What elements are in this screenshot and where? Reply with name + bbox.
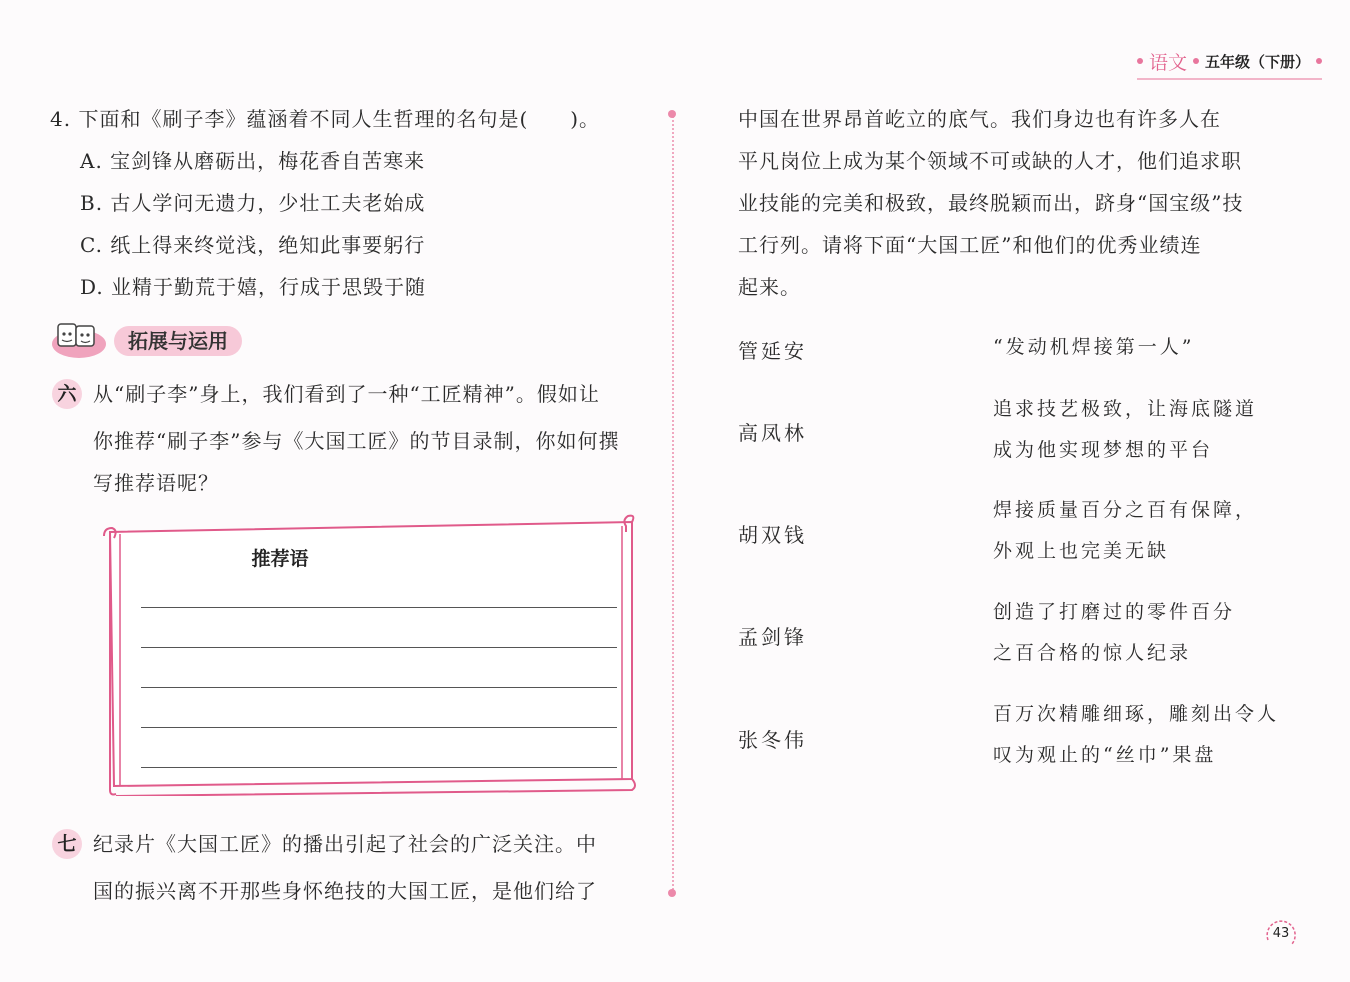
- option-b: B. 古人学问无遗力，少壮工夫老始成: [80, 191, 426, 215]
- achievement-item[interactable]: [993, 490, 1257, 572]
- achievement-line: 百万次精雕细琢，雕刻出令人: [993, 703, 1280, 725]
- achievement-line: 叹为观止的“丝巾”果盘: [993, 744, 1217, 766]
- achievement-item[interactable]: [993, 389, 1257, 471]
- achievement-line: “发动机焊接第一人”: [993, 336, 1195, 358]
- page-number: [1262, 914, 1300, 952]
- craftsman-name[interactable]: 高凤林: [738, 421, 807, 445]
- section-banner: [50, 320, 265, 360]
- writing-line[interactable]: [141, 607, 617, 608]
- header-dot-icon: [1193, 58, 1199, 64]
- achievement-line: 追求技艺极致，让海底隧道: [993, 398, 1258, 420]
- writing-line[interactable]: [141, 767, 617, 768]
- question-7-line-2: 国的振兴离不开那些身怀绝技的大国工匠，是他们给了: [93, 879, 597, 903]
- achievement-line: 焊接质量百分之百有保障，: [993, 499, 1258, 521]
- option-a: A. 宝剑锋从磨砺出，梅花香自苦寒来: [80, 149, 426, 173]
- writing-line[interactable]: [141, 727, 617, 728]
- achievement-line: 成为他实现梦想的平台: [993, 439, 1214, 461]
- section-title: 拓展与运用: [114, 326, 242, 356]
- center-divider: [672, 113, 674, 893]
- header-grade: 五年级（下册）: [1204, 52, 1310, 71]
- page-header: [1137, 46, 1322, 76]
- question-6-line-1: 从“刷子李”身上，我们看到了一种“工匠精神”。假如让: [93, 382, 600, 406]
- question-7-line-5: 业技能的完美和极致，最终脱颖而出，跻身“国宝级”技: [738, 191, 1244, 215]
- header-dot-icon: [1137, 58, 1143, 64]
- divider-dot-icon: [668, 889, 676, 897]
- achievement-line: 创造了打磨过的零件百分: [993, 601, 1236, 623]
- question-7-line-4: 平凡岗位上成为某个领域不可或缺的人才，他们追求职: [738, 149, 1242, 173]
- writing-line[interactable]: [141, 647, 617, 648]
- achievement-item[interactable]: [993, 694, 1279, 776]
- craftsman-name[interactable]: 张冬伟: [738, 728, 807, 752]
- question-number-7: 七: [52, 829, 82, 859]
- header-subject: 语文: [1148, 51, 1187, 74]
- question-7-line-6: 工行列。请将下面“大国工匠”和他们的优秀业绩连: [738, 233, 1202, 257]
- craftsman-name[interactable]: 管延安: [738, 339, 807, 363]
- header-underline: [1137, 78, 1322, 80]
- page-number-text: 43: [1272, 926, 1290, 941]
- question-7-line-1: 纪录片《大国工匠》的播出引起了社会的广泛关注。中: [93, 832, 597, 856]
- divider-dot-icon: [668, 110, 676, 118]
- question-6-line-2: 你推荐“刷子李”参与《大国工匠》的节目录制，你如何撰: [93, 429, 620, 453]
- achievement-line: 之百合格的惊人纪录: [993, 642, 1192, 664]
- question-4: 4. 下面和《刷子李》蕴涵着不同人生哲理的名句是( )。: [50, 107, 601, 131]
- achievement-item[interactable]: [993, 327, 1194, 368]
- question-number-6: 六: [52, 379, 82, 409]
- header-dot-icon: [1316, 58, 1322, 64]
- achievement-line: 外观上也完美无缺: [993, 540, 1170, 562]
- chat-bubble-icon: [50, 320, 108, 360]
- achievement-item[interactable]: [993, 592, 1235, 674]
- recommendation-title: 推荐语: [251, 548, 309, 570]
- option-c: C. 纸上得来终觉浅，绝知此事要躬行: [80, 233, 426, 257]
- option-d: D. 业精于勤荒于嬉，行成于思毁于随: [80, 275, 427, 299]
- question-6-line-3: 写推荐语呢？: [93, 471, 219, 495]
- craftsman-name[interactable]: 胡双钱: [738, 523, 807, 547]
- writing-line[interactable]: [141, 687, 617, 688]
- question-7-line-7: 起来。: [738, 275, 801, 299]
- craftsman-name[interactable]: 孟剑锋: [738, 625, 807, 649]
- question-7-line-3: 中国在世界昂首屹立的底气。我们身边也有许多人在: [738, 107, 1221, 131]
